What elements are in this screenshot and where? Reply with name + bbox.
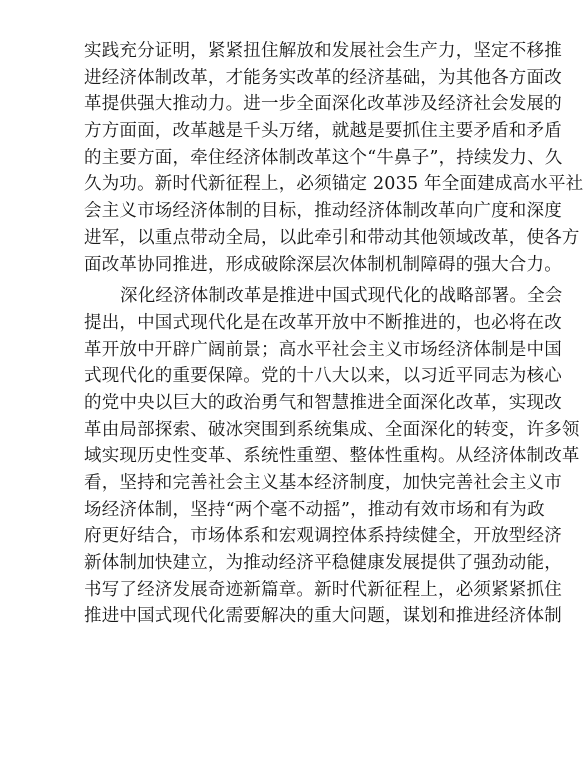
paragraph-line: 进经济体制改革，才能务实改革的经济基础，为其他各方面改 [84,67,562,88]
paragraph-line: 进军，以重点带动全局，以此牵引和带动其他领域改革，使各方 [84,227,580,248]
paragraph-line: 的主要方面，牵住经济体制改革这个“牛鼻子”，持续发力、久 [84,147,563,168]
paragraph-line: 书写了经济发展奇迹新篇章。新时代新征程上，必须紧紧抓住 [84,579,562,600]
paragraph-line: 革提供强大推动力。进一步全面深化改革涉及经济社会发展的 [84,94,562,115]
document-body [84,38,584,630]
paragraph-line: 提出，中国式现代化是在改革开放中不断推进的，也必将在改 [84,312,562,333]
paragraph-line: 域实现历史性变革、系统性重塑、整体性重构。从经济体制改革 [84,446,580,467]
paragraph-line: 面改革协同推进，形成破除深层次体制机制障碍的强大合力。 [84,254,562,275]
paragraph-line: 府更好结合，市场体系和宏观调控体系持续健全，开放型经济 [84,526,562,547]
paragraph-line: 式现代化的重要保障。党的十八大以来，以习近平同志为核心 [84,366,562,387]
paragraph-line: 深化经济体制改革是推进中国式现代化的战略部署。全会 [120,286,563,307]
paragraph-line: 方方面面，改革越是千头万绪，就越是要抓住主要矛盾和矛盾 [84,121,562,142]
paragraph-line: 实践充分证明，紧紧扭住解放和发展社会生产力，坚定不移推 [84,41,562,61]
paragraph-line: 推进中国式现代化需要解决的重大问题，谋划和推进经济体制 [84,606,562,627]
paragraph-line: 看，坚持和完善社会主义基本经济制度，加快完善社会主义市 [84,473,562,493]
paragraph-line: 久为功。新时代新征程上，必须锚定 2035 年全面建成高水平社 [84,174,584,195]
paragraph-line: 新体制加快建立，为推动经济平稳健康发展提供了强劲动能， [84,553,562,574]
paragraph-line: 场经济体制，坚持“两个毫不动摇”，推动有效市场和有为政 [84,499,545,520]
paragraph-line: 革由局部探索、破冰突围到系统集成、全面深化的转变，许多领 [84,419,580,440]
paragraph-line: 的党中央以巨大的政治勇气和智慧推进全面深化改革，实现改 [84,392,562,413]
paragraph-line: 革开放中开辟广阔前景；高水平社会主义市场经济体制是中国 [84,339,562,360]
paragraph-line: 会主义市场经济体制的目标，推动经济体制改革向广度和深度 [84,201,562,222]
paragraph-2 [84,283,580,630]
paragraph-1 [84,38,584,278]
